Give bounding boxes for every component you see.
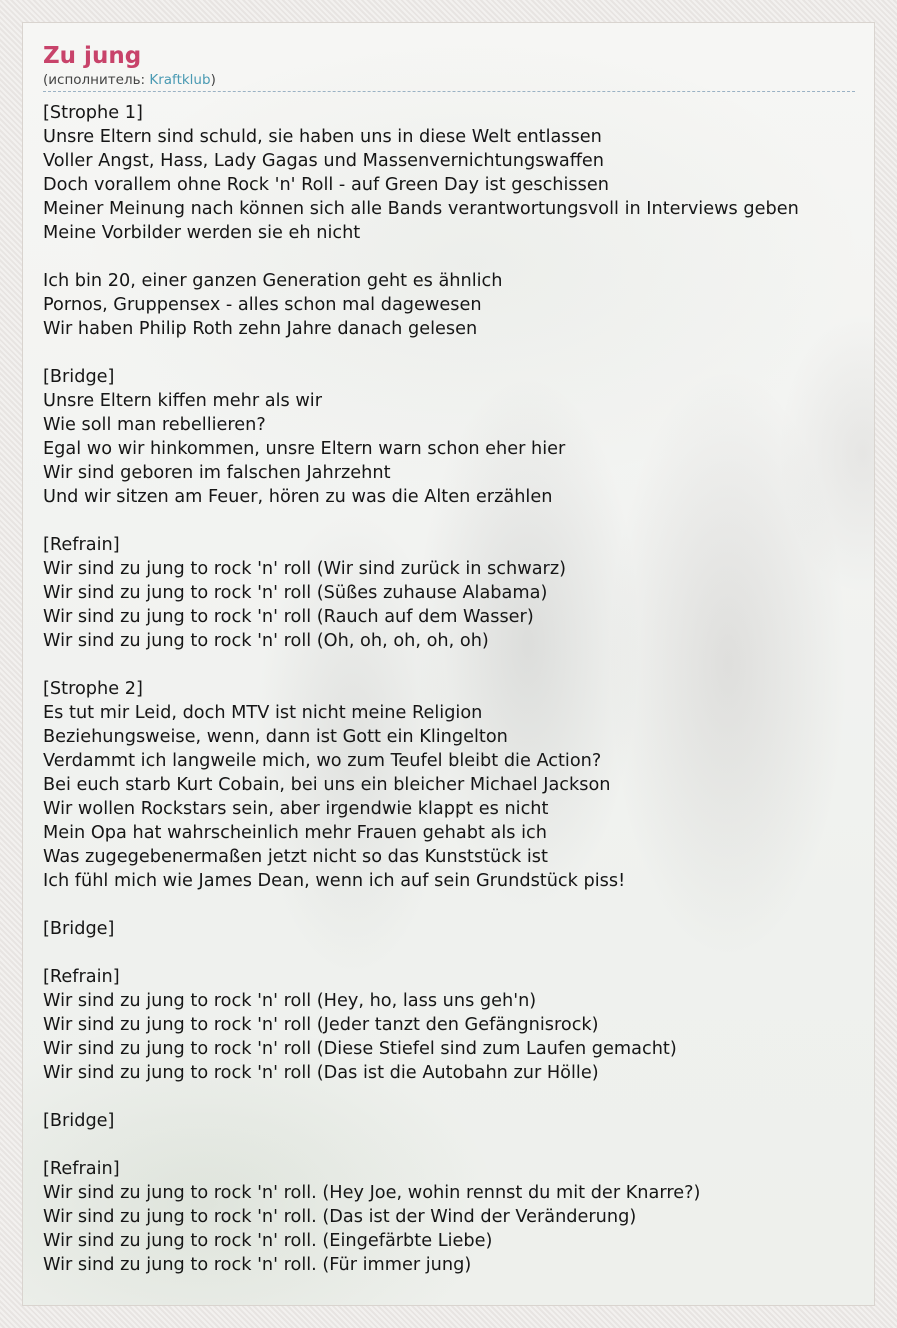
lyrics-line: Was zugegebenermaßen jetzt nicht so das Kunststück ist — [43, 847, 548, 867]
lyrics-blank-line — [43, 1085, 875, 1109]
lyrics-line: Wir sind zu jung to rock 'n' roll (Jeder tanzt den Gefängnisrock) — [43, 1015, 599, 1035]
lyrics-line: [Refrain] — [43, 535, 120, 555]
lyrics-line: Wir sind zu jung to rock 'n' roll (Diese Stiefel sind zum Laufen gemacht) — [43, 1039, 677, 1059]
lyrics-line: Voller Angst, Hass, Lady Gagas und Massenvernichtungswaffen — [43, 151, 604, 171]
lyrics-line: Wie soll man rebellieren? — [43, 415, 266, 435]
artist-link[interactable]: Kraftklub — [149, 72, 211, 88]
lyrics-line: Ich bin 20, einer ganzen Generation geht es ähnlich — [43, 271, 503, 291]
lyrics-line: Unsre Eltern kiffen mehr als wir — [43, 391, 322, 411]
lyrics-line: Wir sind zu jung to rock 'n' roll (Süßes zuhause Alabama) — [43, 583, 548, 603]
artist-suffix: ) — [210, 72, 216, 88]
lyrics-line: Wir sind zu jung to rock 'n' roll (Hey, ho, lass uns geh'n) — [43, 991, 537, 1011]
lyrics-line: Verdammt ich langweile mich, wo zum Teufel bleibt die Action? — [43, 751, 602, 771]
artist-prefix: (исполнитель: — [43, 72, 150, 88]
lyrics-line: Bei euch starb Kurt Cobain, bei uns ein bleicher Michael Jackson — [43, 775, 611, 795]
lyrics-blank-line — [43, 509, 875, 533]
lyrics-line: [Refrain] — [43, 1159, 120, 1179]
lyrics-line: Ich fühl mich wie James Dean, wenn ich auf sein Grundstück piss! — [43, 871, 626, 891]
lyrics-line: [Strophe 2] — [43, 679, 143, 699]
song-title: Zu jung — [43, 43, 142, 69]
lyrics-content — [43, 41, 875, 1277]
lyrics-line: [Refrain] — [43, 967, 120, 987]
lyrics-card — [22, 22, 875, 1306]
lyrics-line: Wir sind zu jung to rock 'n' roll (Das ist die Autobahn zur Hölle) — [43, 1063, 599, 1083]
lyrics-line: Mein Opa hat wahrscheinlich mehr Frauen gehabt als ich — [43, 823, 547, 843]
lyrics-line: Beziehungsweise, wenn, dann ist Gott ein Klingelton — [43, 727, 508, 747]
lyrics-line: Egal wo wir hinkommen, unsre Eltern warn schon eher hier — [43, 439, 566, 459]
lyrics-line: [Strophe 1] — [43, 103, 143, 123]
lyrics-line: Pornos, Gruppensex - alles schon mal dagewesen — [43, 295, 482, 315]
lyrics-line: Wir sind zu jung to rock 'n' roll. (Das ist der Wind der Veränderung) — [43, 1207, 637, 1227]
lyrics-blank-line — [43, 245, 875, 269]
lyrics-line: [Bridge] — [43, 919, 115, 939]
lyrics-line: Wir sind zu jung to rock 'n' roll. (Für immer jung) — [43, 1255, 472, 1275]
lyrics-line: Meine Vorbilder werden sie eh nicht — [43, 223, 361, 243]
lyrics-blank-line — [43, 341, 875, 365]
lyrics-line: Wir sind geboren im falschen Jahrzehnt — [43, 463, 391, 483]
lyrics-blank-line — [43, 1133, 875, 1157]
lyrics-line: Wir wollen Rockstars sein, aber irgendwie klappt es nicht — [43, 799, 549, 819]
lyrics-blank-line — [43, 893, 875, 917]
lyrics-line: Und wir sitzen am Feuer, hören zu was die Alten erzählen — [43, 487, 553, 507]
lyrics-line: Wir haben Philip Roth zehn Jahre danach gelesen — [43, 319, 478, 339]
lyrics-line: Wir sind zu jung to rock 'n' roll. (Hey Joe, wohin rennst du mit der Knarre?) — [43, 1183, 701, 1203]
lyrics-line: Wir sind zu jung to rock 'n' roll (Wir sind zurück in schwarz) — [43, 559, 567, 579]
lyrics-text — [43, 101, 875, 1277]
lyrics-line: Wir sind zu jung to rock 'n' roll (Oh, oh, oh, oh, oh) — [43, 631, 489, 651]
lyrics-blank-line — [43, 941, 875, 965]
lyrics-line: [Bridge] — [43, 1111, 115, 1131]
lyrics-line: Doch vorallem ohne Rock 'n' Roll - auf Green Day ist geschissen — [43, 175, 609, 195]
lyrics-line: Wir sind zu jung to rock 'n' roll (Rauch auf dem Wasser) — [43, 607, 534, 627]
lyrics-line: Wir sind zu jung to rock 'n' roll. (Eingefärbte Liebe) — [43, 1231, 493, 1251]
artist-line — [43, 71, 855, 92]
lyrics-blank-line — [43, 653, 875, 677]
lyrics-line: [Bridge] — [43, 367, 115, 387]
lyrics-line: Es tut mir Leid, doch MTV ist nicht meine Religion — [43, 703, 483, 723]
lyrics-line: Meiner Meinung nach können sich alle Bands verantwortungsvoll in Interviews geben — [43, 199, 799, 219]
lyrics-line: Unsre Eltern sind schuld, sie haben uns in diese Welt entlassen — [43, 127, 602, 147]
